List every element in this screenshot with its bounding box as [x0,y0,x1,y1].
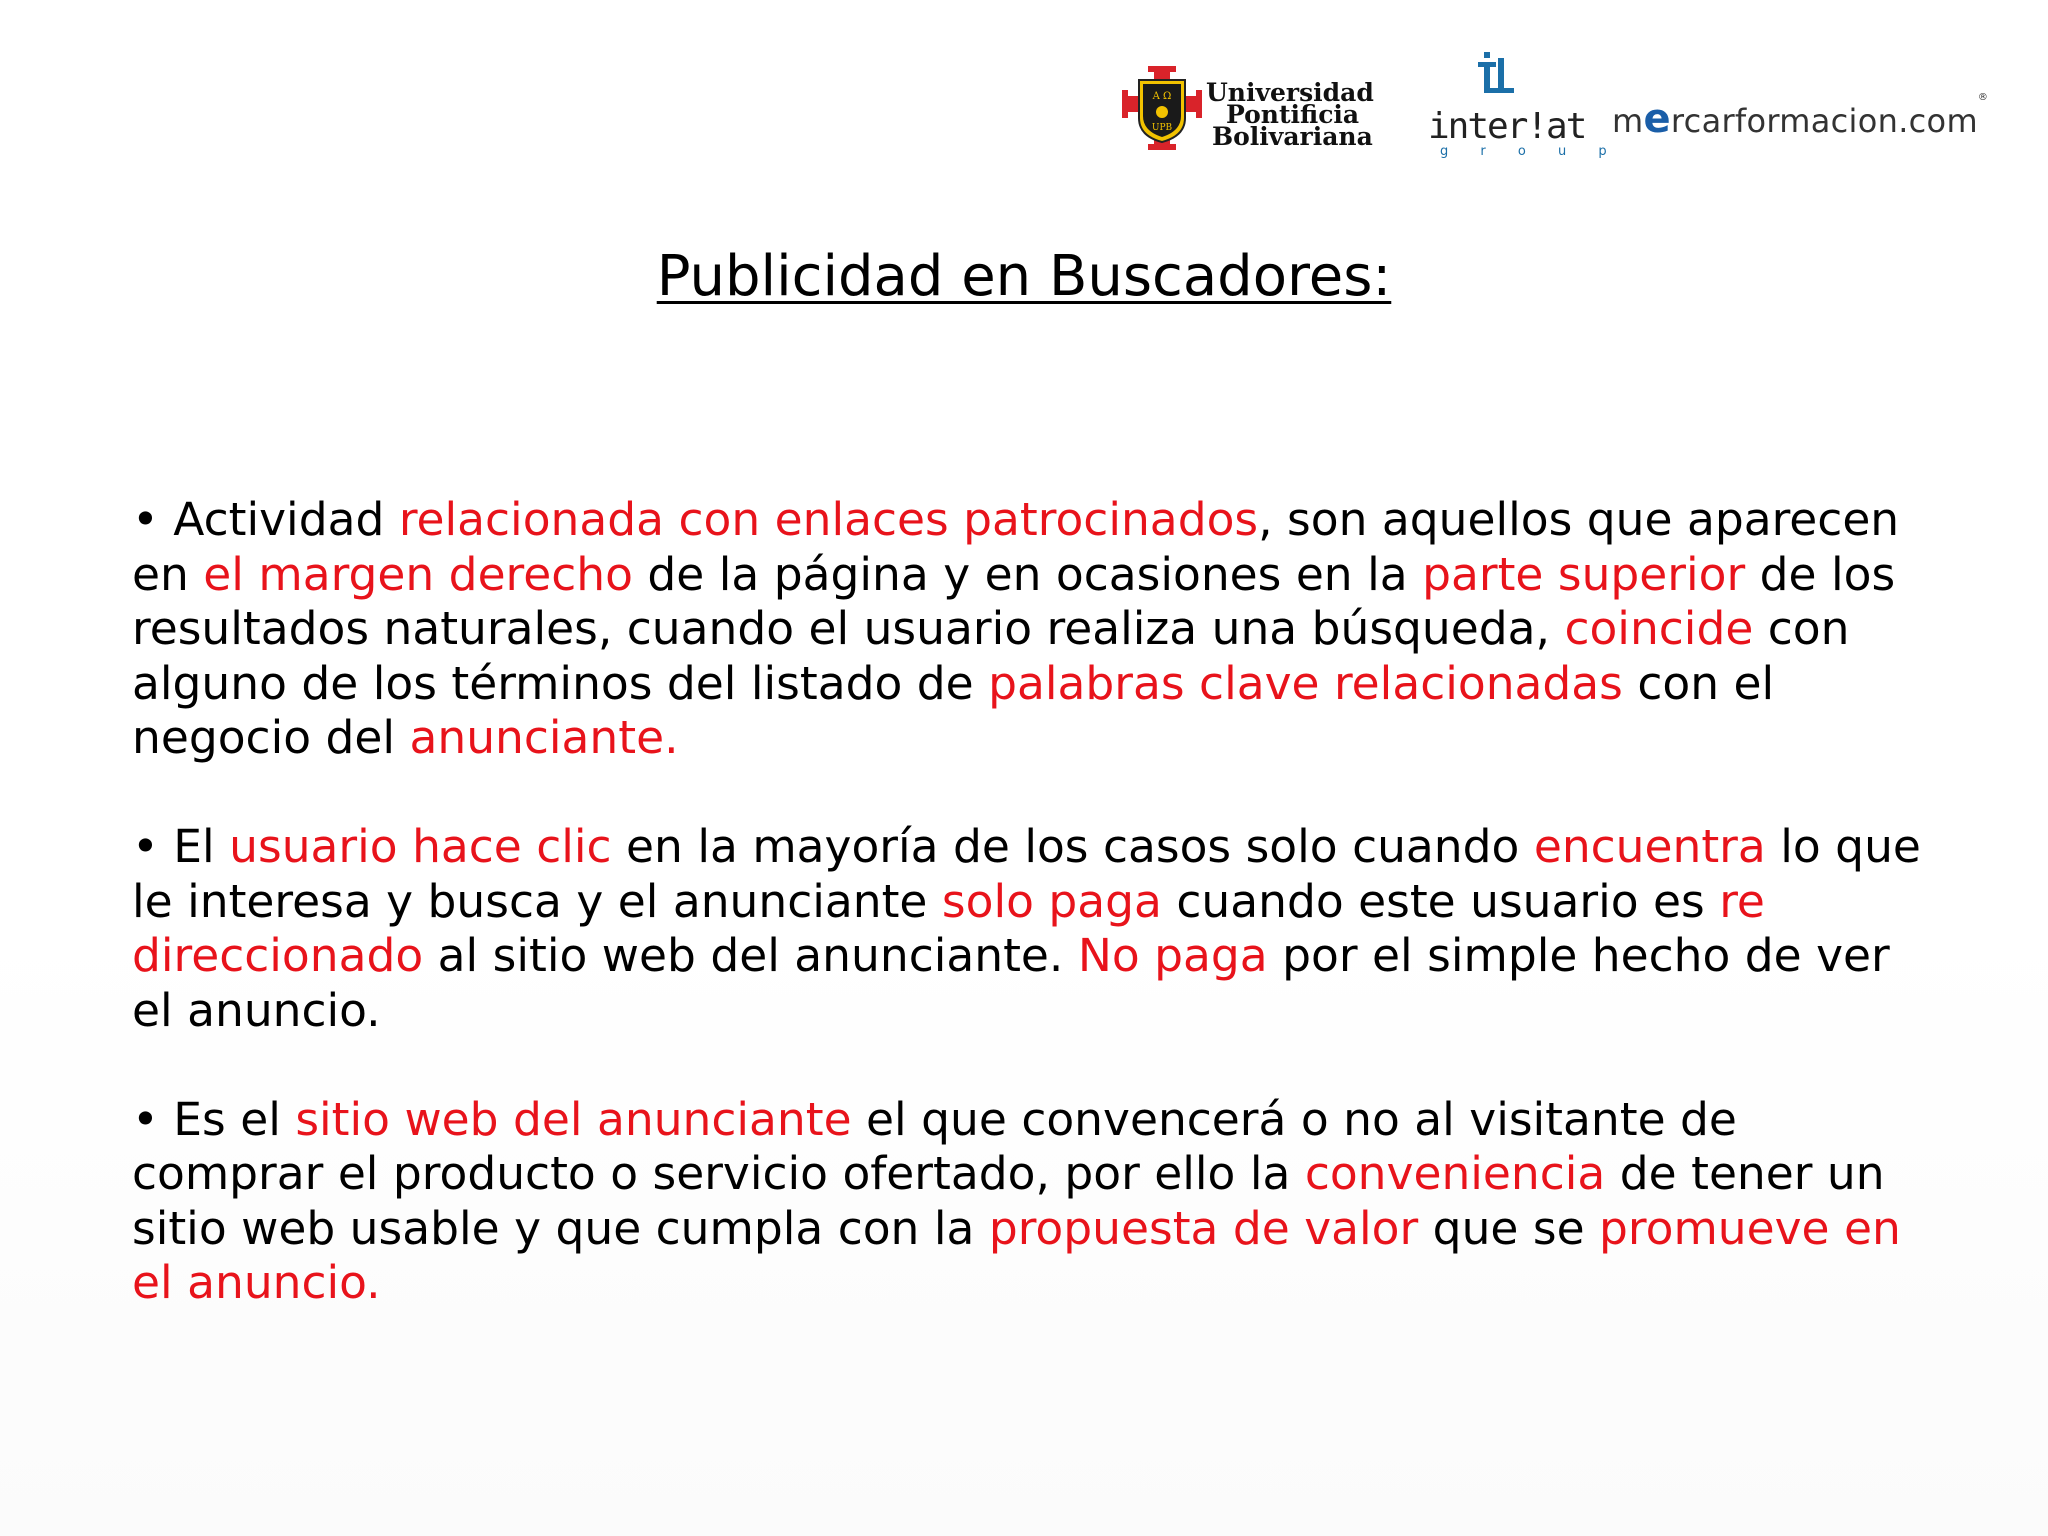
highlighted-text: No paga [1077,929,1268,982]
body-text: al sitio web del anunciante. [423,929,1078,982]
upb-shield-letters: A Ω [1152,91,1172,102]
body-text: con alguno de los términos del listado de [132,602,1850,710]
bullet-paragraph-2 [132,820,1922,1038]
bullet-paragraph-1 [132,493,1922,766]
body-text: • Es el [132,1092,296,1146]
interlat-subtitle: g r o u p [1440,144,1621,159]
interlat-wordmark: inter!at [1428,106,1586,147]
upb-logo [1122,66,1374,166]
body-text: por el simple hecho de ver el anuncio. [132,929,1890,1037]
body-text: el que convencerá o no al visitante de comprar el producto o servicio ofertado, por ello la [132,1092,1737,1200]
body-text: de los resultados naturales, cuando el usuario realiza una búsqueda, [132,547,1896,655]
highlighted-text: palabras clave relacionadas [988,656,1623,710]
mercar-prefix: m [1612,102,1644,140]
interlat-logo [1422,50,1621,162]
slide-body [132,493,1922,1365]
body-text: cuando este usuario es [1161,874,1720,928]
body-text: • El [132,820,230,873]
logo-strip [1118,46,1998,166]
upb-line-1: Universidad [1206,78,1374,107]
mercarformacion-logo [1612,92,1989,142]
upb-line-2: Pontificia [1226,100,1360,129]
body-text: de la página y en ocasiones en la [632,547,1423,601]
body-text: en la mayoría de los casos solo cuando [611,820,1534,873]
highlighted-text: re direccionado [132,874,1765,982]
upb-line-3: Bolivariana [1212,122,1373,151]
highlighted-text: encuentra [1533,820,1766,873]
upb-shield-icon [1122,66,1202,150]
body-text: , son aquellos que aparecen en [132,493,1900,601]
mercar-suffix: rcarformacion.com [1670,102,1978,140]
body-text: con el negocio del [132,656,1775,764]
mercar-registered-mark: ® [1977,92,1989,103]
upb-shield-bottom: UPB [1151,123,1173,133]
highlighted-text: solo paga [941,874,1162,928]
highlighted-text: propuesta de valor [988,1201,1419,1255]
highlighted-text: coincide [1564,602,1754,655]
highlighted-text: sitio web del anunciante [295,1092,852,1146]
highlighted-text: relacionada con enlaces patrocinados [398,493,1259,546]
interlat-mark-icon [1466,50,1526,106]
highlighted-text: conveniencia [1304,1147,1606,1200]
highlighted-text: anunciante. [409,711,679,764]
highlighted-text: promueve en el anuncio. [132,1201,1901,1309]
body-text: de tener un sitio web usable y que cumpla con la [132,1147,1885,1255]
body-text: que se [1418,1201,1600,1255]
body-text: • Actividad [132,493,399,546]
highlighted-text: parte superior [1422,547,1746,601]
slide-title-wrap [0,244,2048,309]
highlighted-text: usuario hace clic [229,820,612,873]
mercar-e-mark: e [1643,96,1671,142]
upb-wordmark [1206,78,1374,151]
bullet-paragraph-3 [132,1093,1922,1311]
body-text: lo que le interesa y busca y el anunciante [132,820,1921,928]
highlighted-text: el margen derecho [203,547,633,601]
slide-title: Publicidad en Buscadores: [656,244,1392,309]
